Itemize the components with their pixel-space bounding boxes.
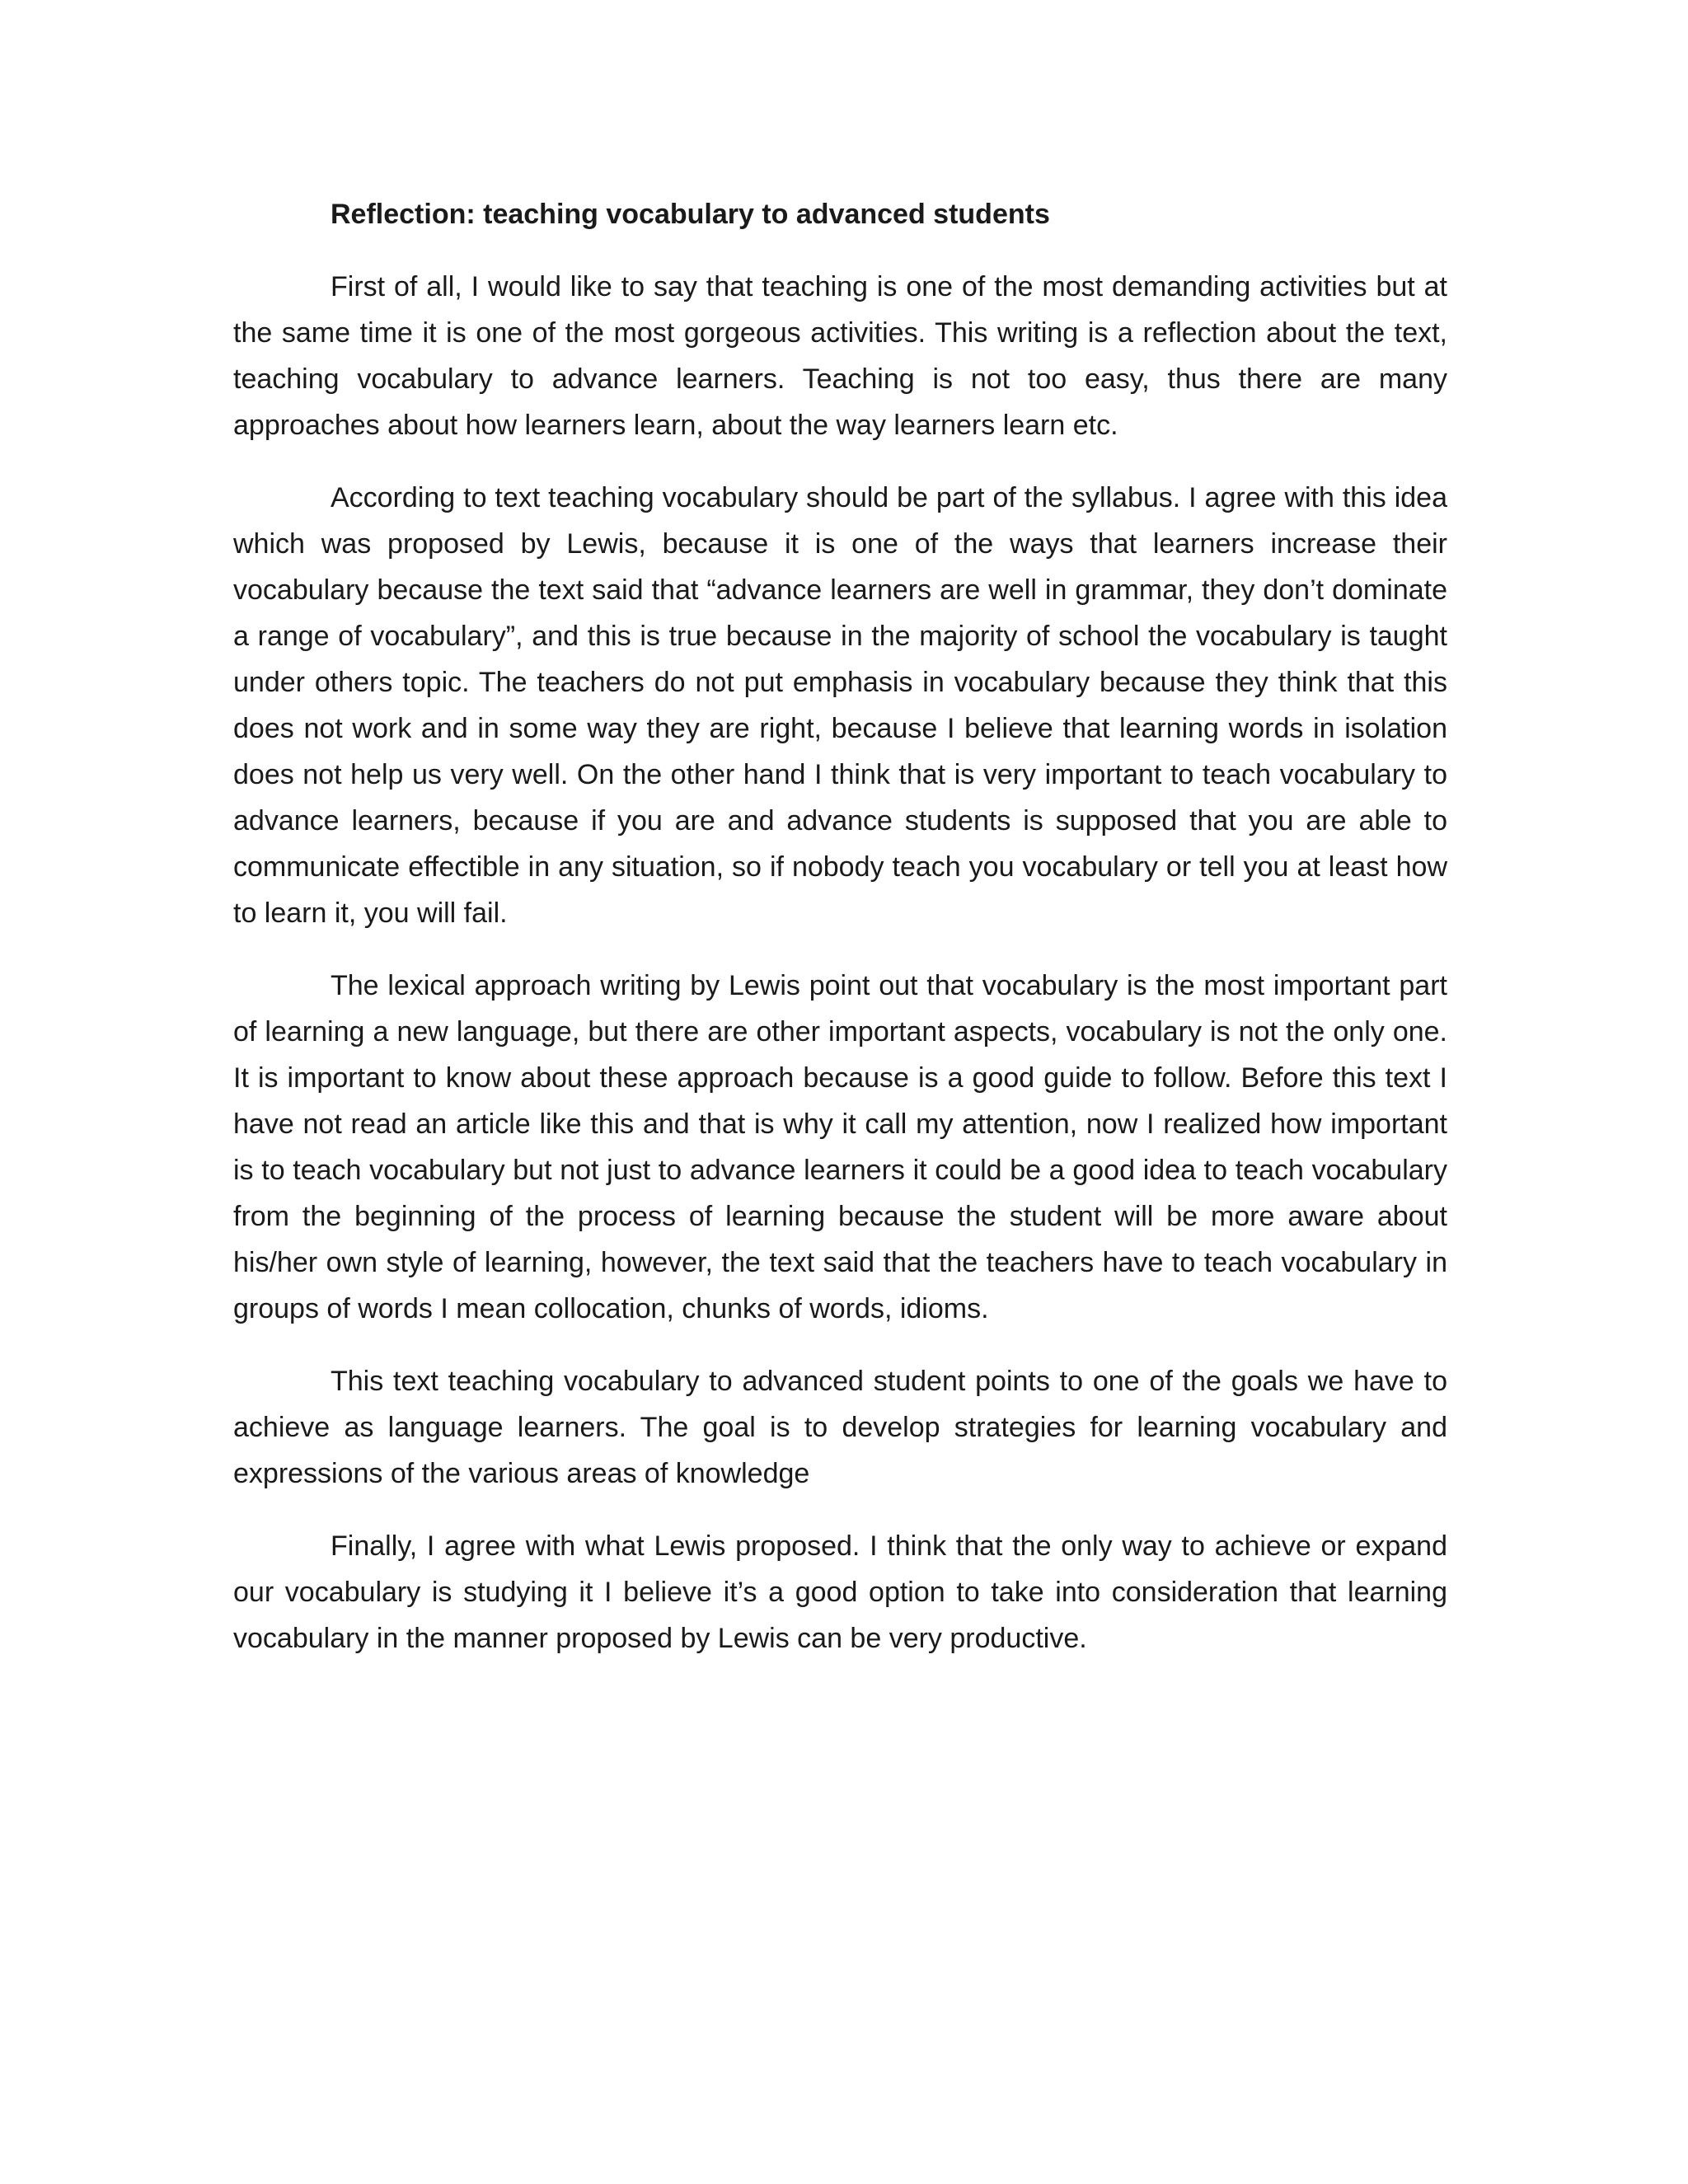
paragraph-syllabus: According to text teaching vocabulary should be part of the syllabus. I agree with this idea which was proposed by Lewis, because it is one of the ways that learners increase their vocabulary because the text said that “advance learners are well in grammar, they don’t dominate a range of vocabulary”, and this is true because in the majority of school the vocabulary is taught under others topic. The teachers do not put emphasis in vocabulary because they think that this does not work and in some way they are right, because I believe that learning words in isolation does not help us very well. On the other hand I think that is very important to teach vocabulary to advance learners, because if you are and advance students is supposed that you are able to communicate effectible in any situation, so if nobody teach you vocabulary or tell you at least how to learn it, you will fail. (233, 482, 1447, 929)
paragraph-lexical-approach: The lexical approach writing by Lewis point out that vocabulary is the most important part of learning a new language, but there are other important aspects, vocabulary is not the only one. It is important to know about these approach because is a good guide to follow. Before this text I have not read an article like this and that is why it call my attention, now I realized how important is to teach vocabulary but not just to advance learners it could be a good idea to teach vocabulary from the beginning of the process of learning because the student will be more aware about his/her own style of learning, however, the text said that the teachers have to teach vocabulary in groups of words I mean collocation, chunks of words, idioms. (233, 970, 1447, 1324)
paragraph-goals: This text teaching vocabulary to advanced student points to one of the goals we have to achieve as language learners. The goal is to develop strategies for learning vocabulary and expressions of the various areas of knowledge (233, 1366, 1447, 1489)
document-body (233, 191, 1447, 1661)
paragraph-conclusion: Finally, I agree with what Lewis proposed. I think that the only way to achieve or expand our vocabulary is studying it I believe it’s a good option to take into consideration that learning vocabulary in the manner proposed by Lewis can be very productive. (233, 1530, 1447, 1654)
paragraph-introduction: First of all, I would like to say that teaching is one of the most demanding activities but at the same time it is one of the most gorgeous activities. This writing is a reflection about the text, teaching vocabulary to advance learners. Teaching is not too easy, thus there are many approaches about how learners learn, about the way learners learn etc. (233, 271, 1447, 441)
document-title: Reflection: teaching vocabulary to advanced students (331, 199, 1050, 230)
